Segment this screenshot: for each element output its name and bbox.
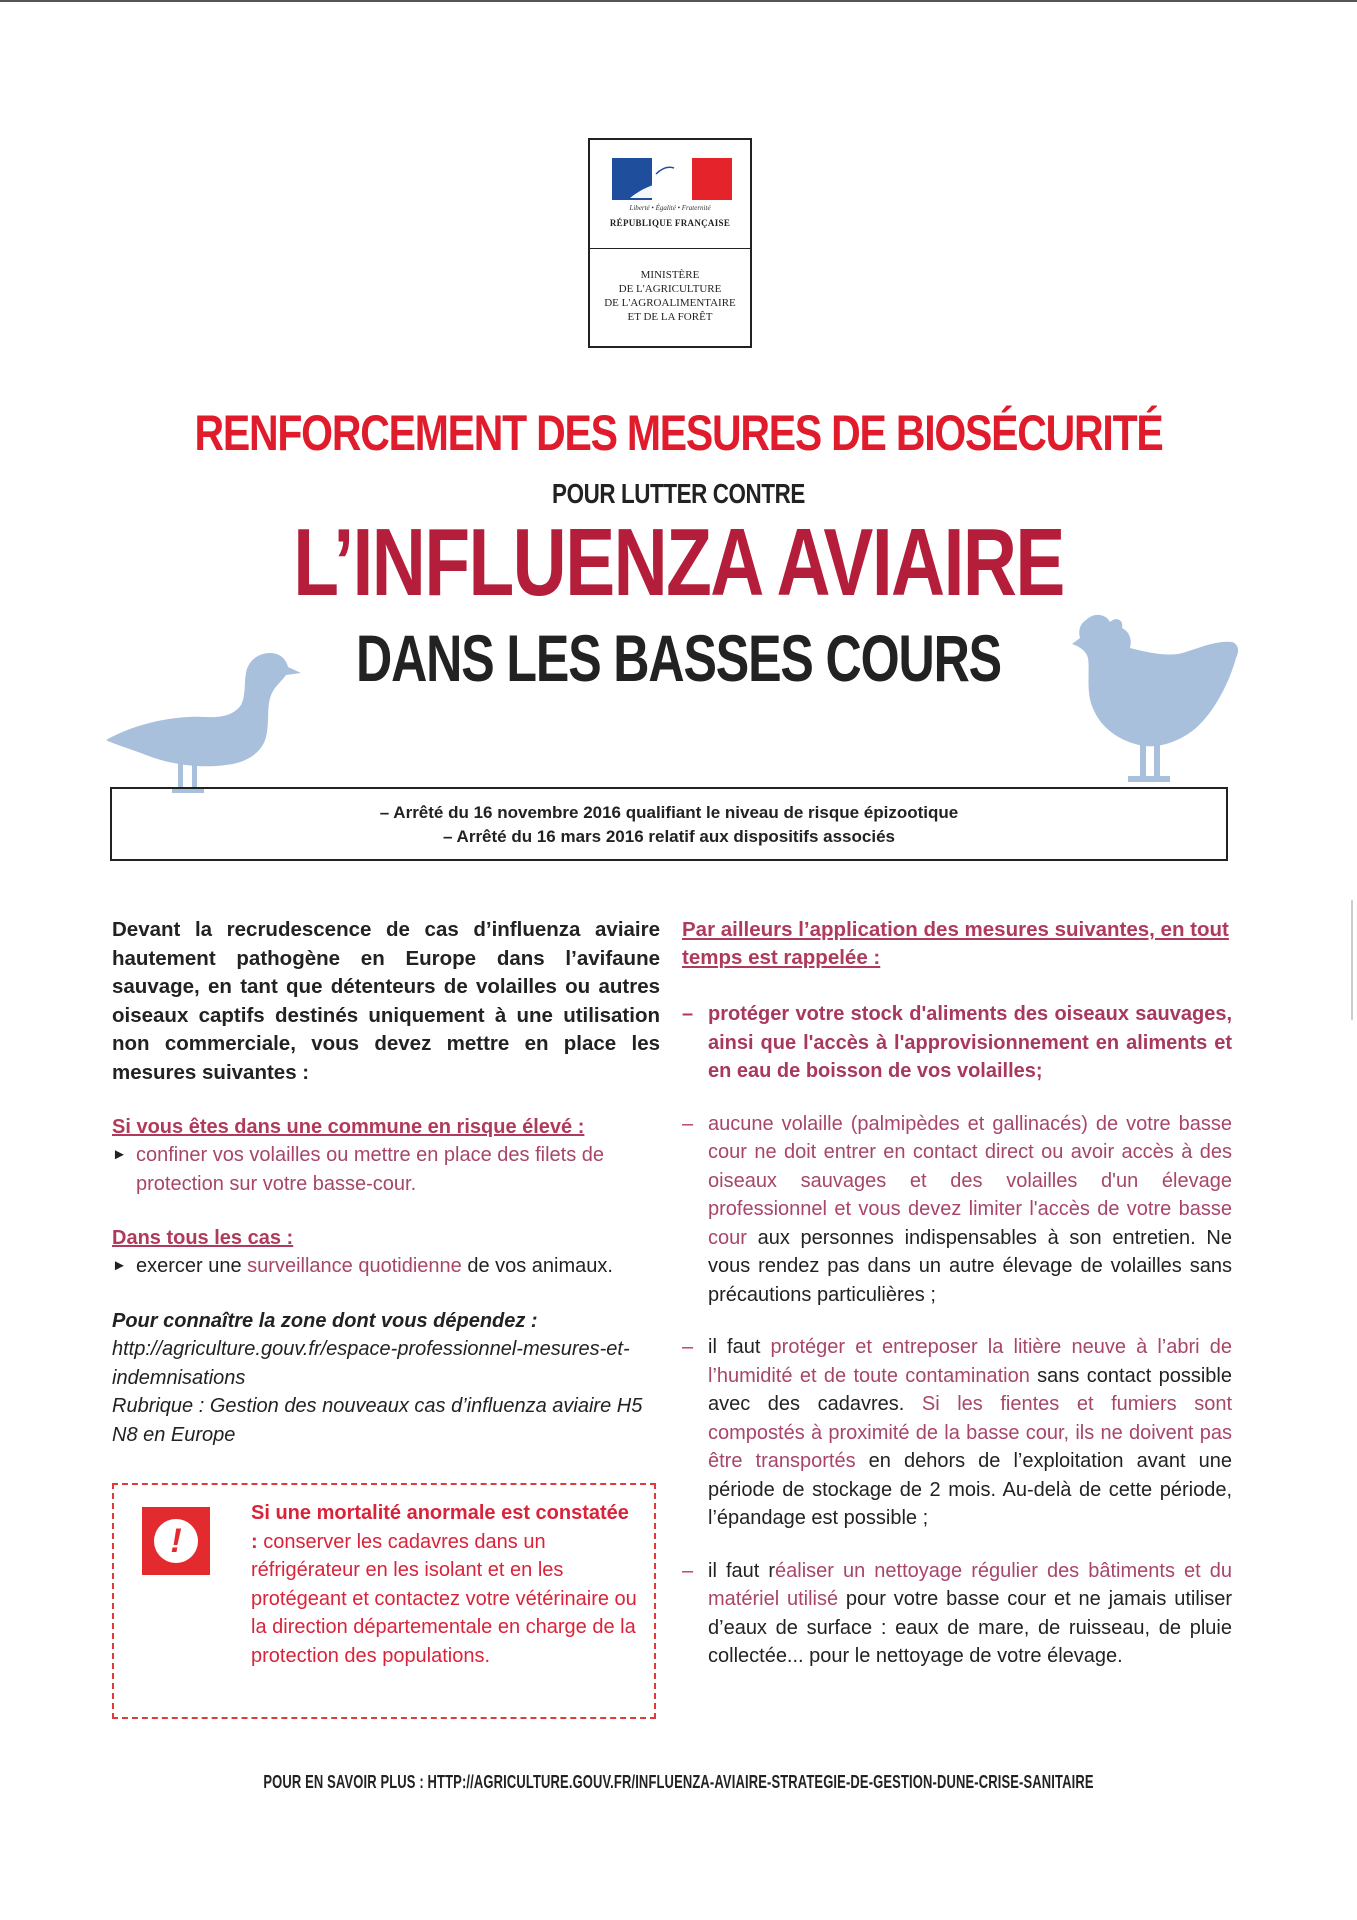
alert-body: conserver les cadavres dans un réfrigérateur en les isolant et en les protégeant et contactez votre vétérinaire ou la direction départementale en charge de la protection des populations.	[251, 1530, 637, 1667]
triangle-bullet-icon: ►	[112, 1146, 127, 1163]
bullet-text: exercer une	[136, 1255, 248, 1277]
mortality-alert-box	[112, 1483, 656, 1719]
ministry-line: ET DE LA FORÊT	[627, 311, 713, 323]
arrete-line: – Arrêté du 16 novembre 2016 qualifiant le niveau de risque épizootique	[379, 803, 959, 822]
hen-icon	[1066, 610, 1242, 790]
measure-text: en dehors de l’exploitation avant une période de stockage de 2 mois. Au-delà de cette période, l’épandage est possible ;	[708, 1450, 1232, 1529]
triangle-bullet-icon: ►	[112, 1257, 127, 1274]
bullet-text: de vos animaux.	[461, 1255, 613, 1277]
ministry-line: MINISTÈRE	[640, 269, 700, 281]
marianne-block	[590, 140, 750, 249]
duck-icon	[96, 645, 306, 795]
measure-highlight: protéger et entreposer la litière neuve à l’abri de l’humidité et de toute contamination	[708, 1336, 1232, 1387]
measure-text: pour votre basse cour et ne jamais utiliser d’eaux de surface : eaux de mare, de ruisseau, de pluie collectée... pour le nettoyage de votre élevage.	[708, 1588, 1232, 1667]
measure-highlight: Si les fientes et fumiers sont compostés à proximité de la basse cour, ils ne doivent pas être transportés	[708, 1393, 1233, 1472]
right-column	[682, 916, 1232, 1671]
measure-item-contact	[682, 1110, 1232, 1310]
dash-bullet: –	[682, 1003, 694, 1025]
section-tous-les-cas-title: Dans tous les cas :	[112, 1227, 294, 1249]
left-column	[112, 916, 660, 1449]
rappel-title: Par ailleurs l’application des mesures suivantes, en tout temps est rappelée :	[682, 918, 1229, 969]
arrete-line: – Arrêté du 16 mars 2016 relatif aux dispositifs associés	[443, 827, 895, 846]
zone-title: Pour connaître la zone dont vous dépendez :	[112, 1309, 538, 1332]
headline-influenza: L’INFLUENZA AVIAIRE	[293, 509, 1064, 616]
headline-basses-cours: DANS LES BASSES COURS	[356, 621, 1001, 695]
measure-text: il faut	[708, 1336, 771, 1358]
measure-text: aux personnes indispensables à son entretien. Ne vous rendez pas dans un autre élevage de volailles sans précautions particulières ;	[708, 1226, 1232, 1306]
measure-item-stock	[682, 1000, 1232, 1086]
dash-bullet: –	[682, 1559, 694, 1582]
intro-paragraph: Devant la recrudescence de cas d’influenza aviaire hautement pathogène en Europe dans l’avifaune sauvage, en tant que détenteurs de volailles ou autres oiseaux captifs destinés uniquement à une utilisation non commerciale, vous devez mettre en place les mesures suivantes :	[112, 918, 660, 1084]
headline-pour-lutter: POUR LUTTER CONTRE	[552, 478, 805, 509]
ministry-line: DE L'AGRICULTURE	[618, 283, 722, 295]
scan-edge	[1351, 900, 1353, 1020]
zone-rubrique: Rubrique : Gestion des nouveaux cas d’influenza aviaire H5 N8 en Europe	[112, 1395, 643, 1446]
measure-text: protéger votre stock d'aliments des oiseaux sauvages, ainsi que l'accès à l'approvisionnement en aliments et en eau de boisson de vos volailles;	[708, 1003, 1232, 1082]
dash-bullet: –	[682, 1112, 694, 1135]
republique-francaise: RÉPUBLIQUE FRANÇAISE	[609, 218, 731, 228]
bullet-highlight: surveillance quotidienne	[247, 1255, 462, 1277]
measure-item-nettoyage	[682, 1557, 1232, 1671]
ministry-name	[590, 268, 750, 324]
footer-more-info-link[interactable]: POUR EN SAVOIR PLUS : HTTP://AGRICULTURE.GOUV.FR/INFLUENZA-AVIAIRE-STRATEGIE-DE-GESTION-DUNE-CRISE-SANITAIRE	[263, 1772, 1094, 1792]
zone-url-link[interactable]: http://agriculture.gouv.fr/espace-professionnel-mesures-et-indemnisations	[112, 1338, 630, 1389]
section-risque-eleve-title: Si vous êtes dans une commune en risque élevé :	[112, 1116, 585, 1138]
marianne-flag-icon	[612, 158, 732, 200]
measure-text: il faut r	[708, 1559, 776, 1582]
alert-bold: Si une mortalité anormale est constatée :	[251, 1502, 629, 1553]
measure-item-litiere	[682, 1333, 1232, 1533]
exclamation-icon: !	[142, 1507, 210, 1575]
headline-biosecurite: RENFORCEMENT DES MESURES DE BIOSÉCURITÉ	[194, 405, 1163, 461]
bullet-text: confiner vos volailles ou mettre en place des filets de protection sur votre basse-cour.	[136, 1144, 605, 1195]
measure-text: sans contact possible avec des cadavres.	[708, 1364, 1232, 1415]
bullet-surveillance	[112, 1252, 660, 1281]
bullet-confiner	[112, 1141, 660, 1198]
alert-text	[251, 1499, 641, 1670]
ministry-logo	[588, 138, 752, 348]
measure-highlight: aucune volaille (palmipèdes et gallinacés) de votre basse cour ne doit entrer en contact direct ou avoir accès à des oiseaux sauvages et des volailles d'un élevage professionnel et vous devez limiter l'accès de votre basse cour	[708, 1112, 1232, 1249]
ministry-line: DE L'AGROALIMENTAIRE	[604, 297, 736, 309]
republic-motto: Liberté • Égalité • Fraternité	[629, 204, 711, 212]
arretes-box	[110, 787, 1228, 861]
dash-bullet: –	[682, 1336, 694, 1358]
measure-highlight: éaliser un nettoyage régulier des bâtiments et du matériel utilisé	[708, 1559, 1232, 1610]
top-border	[0, 0, 1357, 2]
